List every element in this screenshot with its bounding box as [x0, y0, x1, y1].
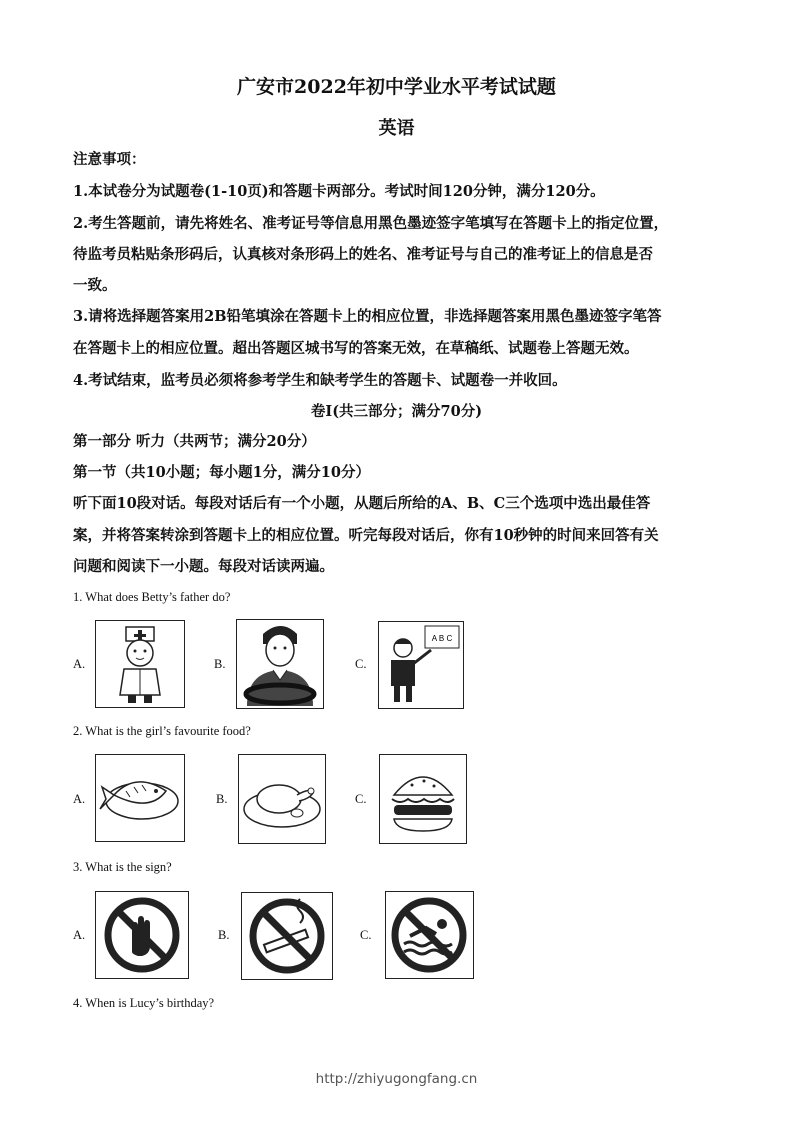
chicken-icon[interactable] [238, 754, 326, 844]
option-label: B. [216, 792, 228, 806]
notice-line: 一致。 [73, 277, 117, 294]
no-smoking-icon[interactable] [241, 892, 333, 980]
option-label: B. [218, 928, 230, 942]
option-label: A. [73, 928, 86, 942]
option-label: C. [360, 928, 372, 942]
option-label: C. [355, 792, 367, 806]
option-label: B. [214, 657, 226, 671]
driver-icon[interactable] [236, 619, 324, 709]
section1-heading: 第一节（共10小题；每小题1分，满分10分） [73, 464, 370, 481]
exam-subject: 英语 [378, 118, 415, 139]
notice-line: 在答题卡上的相应位置。超出答题区城书写的答案无效，在草稿纸、试题卷上答题无效。 [73, 340, 639, 357]
option-label: A. [73, 657, 86, 671]
hamburger-icon[interactable] [379, 754, 467, 844]
footer-url[interactable]: http://zhiyugongfang.cn [315, 1071, 478, 1087]
doctor-icon[interactable] [95, 620, 185, 708]
question-text: 2. What is the girl’s favourite food? [73, 724, 251, 738]
no-swimming-icon[interactable] [385, 891, 474, 979]
notice-line: 4.考试结束，监考员必须将参考学生和缺考学生的答题卡、试题卷一并收回。 [73, 372, 567, 389]
question-text: 1. What does Betty’s father do? [73, 590, 231, 604]
instruction-line: 问题和阅读下一小题。每段对话读两遍。 [73, 558, 334, 575]
teacher-icon[interactable] [378, 621, 464, 709]
notice-line: 2.考生答题前，请先将姓名、准考证号等信息用黑色墨迹签字笔填写在答题卡上的指定位置， [73, 215, 669, 232]
instruction-line: 听下面10段对话。每段对话后有一个小题，从题后所给的A、B、C三个选项中选出最佳答 [73, 495, 651, 512]
question-text: 3. What is the sign? [73, 860, 172, 874]
part1-heading: 第一部分 听力（共两节；满分20分） [73, 433, 316, 450]
option-label: C. [355, 657, 367, 671]
exam-title: 广安市2022年初中学业水平考试试题 [237, 76, 556, 98]
option-label: A. [73, 792, 86, 806]
notice-line: 1.本试卷分为试题卷(1-10页)和答题卡两部分。考试时间120分钟，满分120分。 [73, 183, 605, 200]
notice-line: 3.请将选择题答案用2B铅笔填涂在答题卡上的相应位置，非选择题答案用黑色墨迹签字笔答 [73, 308, 662, 325]
notice-heading: 注意事项： [73, 151, 146, 168]
notice-line: 待监考员粘贴条形码后，认真核对条形码上的姓名、准考证号与自己的准考证上的信息是否 [73, 246, 653, 263]
board-text: A B C [431, 634, 453, 643]
no-touching-icon[interactable] [95, 891, 189, 979]
volume-heading: 卷Ⅰ(共三部分；满分70分) [310, 403, 483, 420]
fish-icon[interactable] [95, 754, 185, 842]
instruction-line: 案，并将答案转涂到答题卡上的相应位置。听完每段对话后，你有10秒钟的时间来回答有关 [73, 527, 659, 544]
question-text: 4. When is Lucy’s birthday? [73, 996, 215, 1010]
